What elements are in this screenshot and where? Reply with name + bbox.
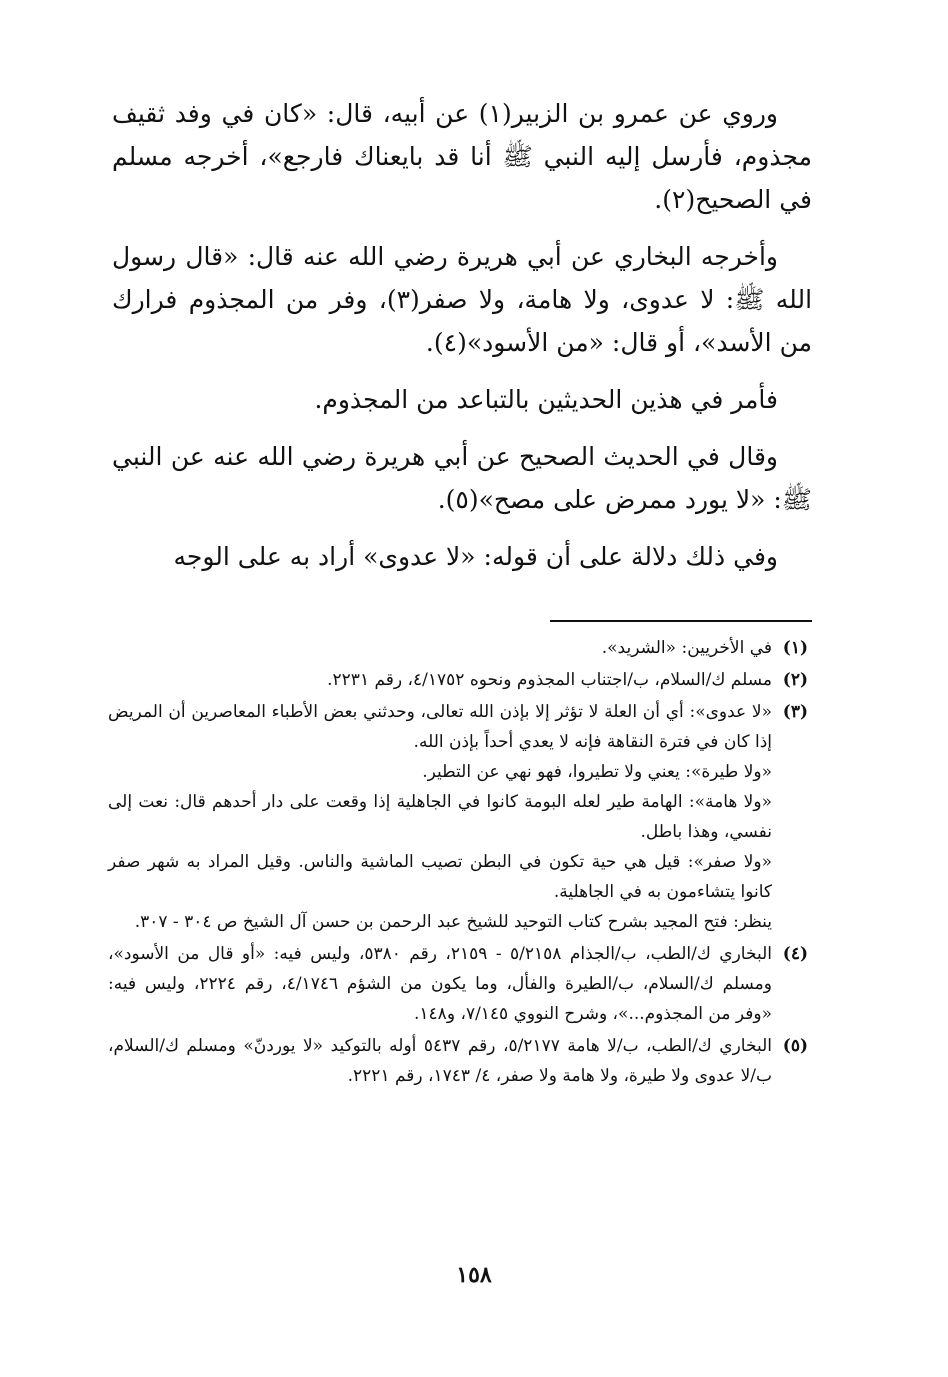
footnote-text: في الأخريين: «الشريد». [601,638,772,658]
footnote [108,665,808,695]
footnote [108,939,808,1029]
footnote-number: (١) [782,638,808,658]
page-number: ١٥٨ [456,1262,492,1288]
footnote-text: البخاري ك/الطب، ب/الجذام ٥/٢١٥٨ - ٢١٥٩، رقم ٥٣٨٠، وليس فيه: «أو قال من الأسود»، ومسلم ك/السلام، ب/الطيرة والفأل، وما يكون من الشؤم ٤/١٧٤٦، رقم ٢٢٢٤، وليس فيه: «وفر من المجذوم...»، وشرح النووي ٧/١٤٥، و١٤٨. [108,944,772,1024]
footnote-number: (٥) [782,1036,808,1056]
footnote-text: «ولا صفر»: قيل هي حية تكون في البطن تصيب الماشية والناس. وقيل المراد به شهر صفر كانوا يتشاءمون به في الجاهلية. [108,852,772,902]
footnote-number: (٤) [782,944,808,964]
footnote-divider [550,620,812,622]
main-text [112,92,812,592]
footnote-text: البخاري ك/الطب، ب/لا هامة ٥/٢١٧٧، رقم ٥٤٣٧ أوله بالتوكيد «لا يوردنّ» ومسلم ك/السلام، ب/لا عدوى ولا طيرة، ولا هامة ولا صفر، ٤/ ١٧٤٣، رقم ٢٢٢١. [108,1036,772,1086]
footnote-number: (٣) [782,702,808,722]
paragraph: وروي عن عمرو بن الزبير(١) عن أبيه، قال: «كان في وفد ثقيف مجذوم، فأرسل إليه النبي ﷺ أنا قد بايعناك فارجع»، أخرجه مسلم في الصحيح(٢). [112,99,812,214]
footnote-number: (٢) [782,670,808,690]
footnote-text: «ولا هامة»: الهامة طير لعله البومة كانوا في الجاهلية إذا وقعت على دار أحدهم قال: نعت إلى نفسي، وهذا باطل. [108,792,772,842]
paragraph: وقال في الحديث الصحيح عن أبي هريرة رضي الله عنه عن النبي ﷺ: «لا يورد ممرض على مصح»(٥). [112,442,812,514]
footnotes [108,633,808,1093]
footnote-text: مسلم ك/السلام، ب/اجتناب المجذوم ونحوه ٤/١٧٥٢، رقم ٢٢٣١. [327,670,772,690]
paragraph: وأخرجه البخاري عن أبي هريرة رضي الله عنه قال: «قال رسول الله ﷺ: لا عدوى، ولا هامة، ولا صفر(٣)، وفر من المجذوم فرارك من الأسد»، أو قال: «من الأسود»(٤). [112,242,813,357]
paragraph: فأمر في هذين الحديثين بالتباعد من المجذوم. [314,385,778,414]
footnote-text: «ولا طيرة»: يعني ولا تطيروا، فهو نهي عن التطير. [422,762,772,782]
footnote [108,633,808,663]
paragraph: وفي ذلك دلالة على أن قوله: «لا عدوى» أراد به على الوجه [173,542,778,571]
footnote-text: «لا عدوى»: أي أن العلة لا تؤثر إلا بإذن الله تعالى، وحدثني بعض الأطباء المعاصرين أن المريض إذا كان في فترة النقاهة فإنه لا يعدي أحداً بإذن الله. [108,702,772,752]
footnote-text: ينظر: فتح المجيد بشرح كتاب التوحيد للشيخ عبد الرحمن بن حسن آل الشيخ ص ٣٠٤ - ٣٠٧. [134,912,772,932]
footnote [108,697,808,937]
footnote [108,1031,808,1091]
